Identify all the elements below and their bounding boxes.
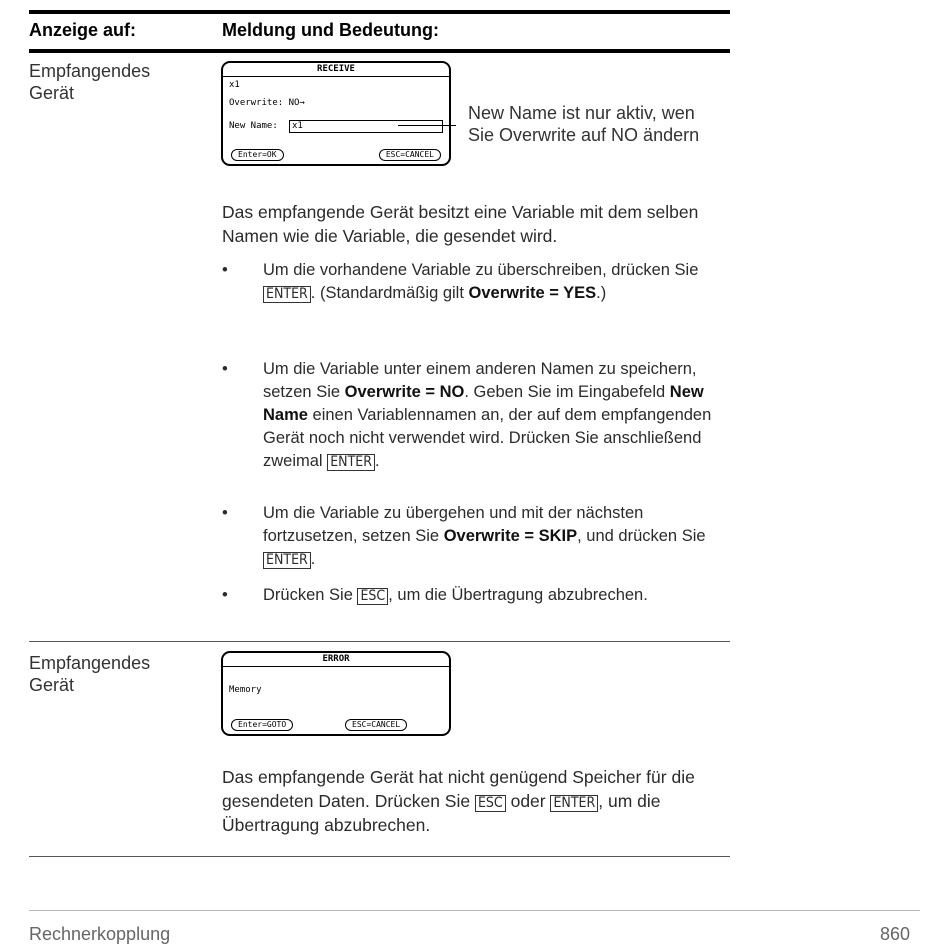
receive-screen [221,61,451,166]
esc-key-icon: ESC [357,588,388,605]
footer-rule [29,910,920,911]
esc-cancel-button[interactable]: ESC=CANCEL [379,149,441,161]
esc-cancel-button[interactable]: ESC=CANCEL [345,719,407,731]
esc-key-icon: ESC [475,795,506,812]
table-top-rule [29,10,730,14]
new-name-input[interactable] [289,120,443,133]
row2-device-label [29,652,199,696]
callout-line2: Sie Overwrite auf NO ändern [468,125,700,145]
new-name-callout [468,102,699,146]
screen-title-divider [223,666,449,667]
bullet-text: Um die Variable unter einem anderen Namen zu speichern, setzen Sie Overwrite = NO. Geben Sie im Eingabefeld New Name einen Variablennamen an, der auf dem empfangenden Gerät noch nicht verwendet wird. Drücken Sie anschließend zweimal ENTER . [263,360,712,470]
row1-description: Das empfangende Gerät besitzt eine Variable mit dem selben Namen wie die Variable, die gesendet wird. [222,202,699,246]
enter-key-icon: ENTER [263,552,311,569]
column-header-message: Meldung und Bedeutung: [222,20,439,40]
row1-device-label [29,60,199,104]
bullet-text: Um die Variable zu übergehen und mit der nächsten fortzusetzen, setzen Sie Overwrite = SKIP, und drücken Sie ENTER . [263,504,706,568]
row2-label-line2: Gerät [29,675,75,695]
table-bottom-rule [29,856,730,857]
new-name-value: x1 [292,121,303,131]
footer-page-number: 860 [880,924,911,944]
bullet-text: Um die vorhandene Variable zu überschreiben, drücken Sie ENTER . (Standardmäßig gilt Overwrite = YES.) [263,261,699,302]
enter-ok-button[interactable]: Enter=OK [231,149,284,161]
enter-key-icon: ENTER [550,795,598,812]
row-divider [29,641,730,642]
error-screen [221,651,451,736]
enter-key-icon: ENTER [263,286,311,303]
bullet-dot: • [222,504,228,522]
row1-label-line2: Gerät [29,83,75,103]
error-screen-title: ERROR [322,654,350,664]
column-header-display: Anzeige auf: [29,20,137,40]
callout-leader-line [398,125,456,126]
screen-title-divider [223,76,449,77]
enter-goto-button[interactable]: Enter=GOTO [231,719,293,731]
bullet-dot: • [222,261,228,279]
table-header-rule [29,49,730,53]
screen-variable-line: x1 [229,80,240,90]
footer-section-title: Rechnerkopplung [29,924,171,944]
callout-line1: New Name ist nur aktiv, wen [468,103,695,123]
row1-label-line1: Empfangendes [29,61,151,81]
enter-key-icon: ENTER [327,454,375,471]
bullet-dot: • [222,360,228,378]
row2-description: Das empfangende Gerät hat nicht genügend Speicher für die gesendeten Daten. Drücken Sie ESC oder ENTER , um die Übertragung abzubrechen. [222,767,695,835]
new-name-label: New Name: [229,121,278,131]
bullet-dot: • [222,586,228,604]
row2-label-line1: Empfangendes [29,653,151,673]
overwrite-dropdown[interactable]: Overwrite: NO→ [229,98,305,108]
bullet-text: Drücken Sie ESC , um die Übertragung abzubrechen. [263,586,648,604]
receive-screen-title: RECEIVE [317,64,355,74]
error-message: Memory [229,685,262,695]
